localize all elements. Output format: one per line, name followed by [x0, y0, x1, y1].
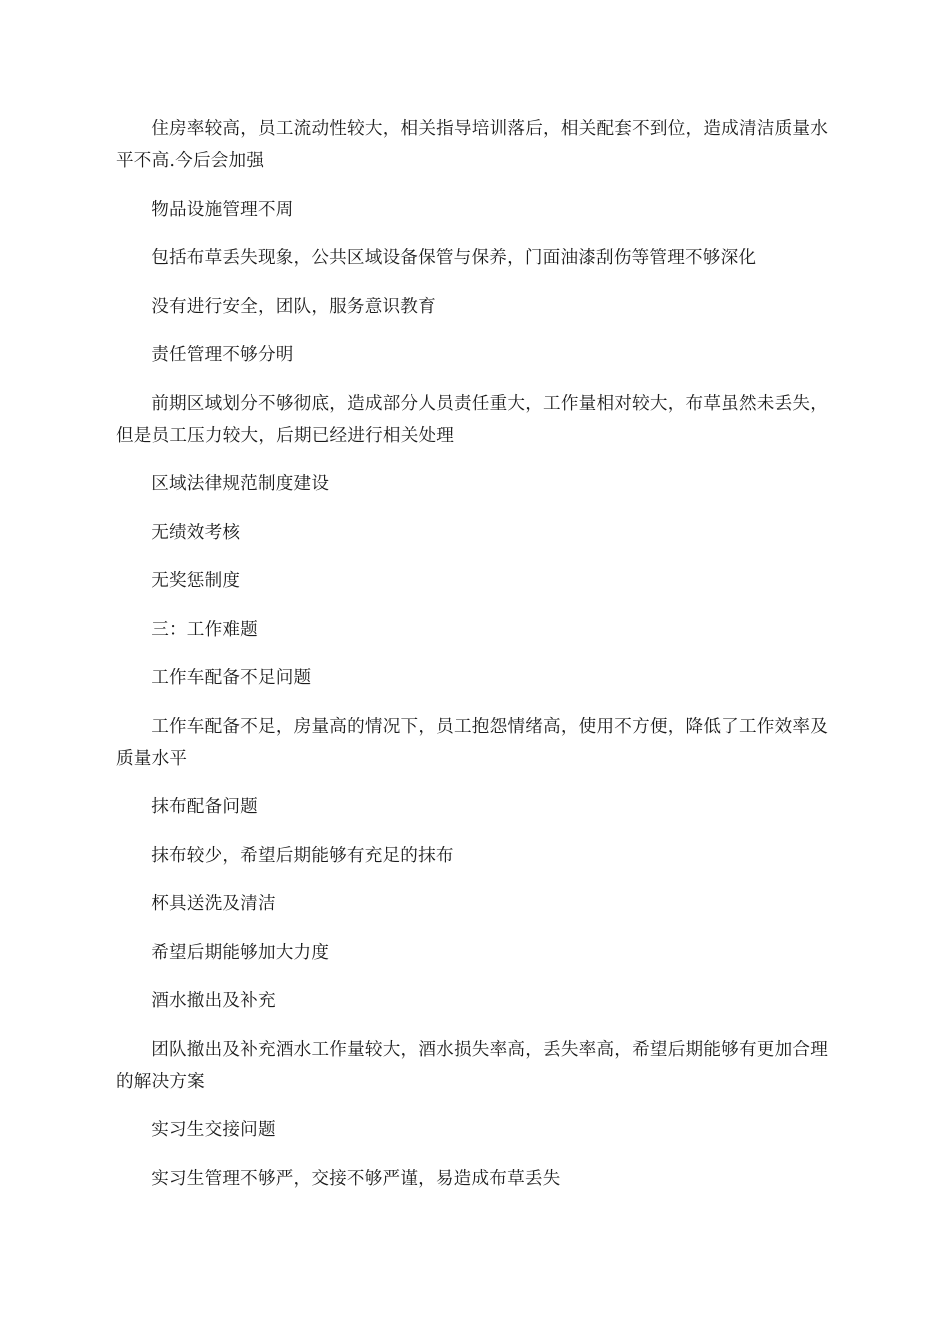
paragraph-responsibility-details: 前期区域划分不够彻底，造成部分人员责任重大，工作量相对较大，布草虽然未丢失，但是员工压力较大，后期已经进行相关处理 — [116, 393, 828, 446]
heading-rag-supply: 抹布配备问题 — [151, 797, 258, 817]
heading-work-cart: 工作车配备不足问题 — [151, 668, 312, 688]
heading-facility-management: 物品设施管理不周 — [151, 199, 294, 220]
paragraph-cleaning-quality: 住房率较高，员工流动性较大，相关指导培训落后，相关配套不到位，造成清洁质量水平不高.今后会加强 — [116, 119, 828, 171]
paragraph-work-cart-details: 工作车配备不足，房量高的情况下，员工抱怨情绪高，使用不方便，降低了工作效率及质量水平 — [116, 716, 828, 769]
paragraph-drinks-details: 团队撤出及补充酒水工作量较大，酒水损失率高，丢失率高，希望后期能够有更加合理的解决方案 — [116, 1039, 828, 1092]
heading-cup-cleaning: 杯具送洗及清洁 — [151, 894, 276, 914]
paragraph-no-assessment: 无绩效考核 — [151, 522, 241, 543]
paragraph-no-reward-system: 无奖惩制度 — [151, 571, 241, 591]
document-body — [116, 113, 828, 1211]
heading-drinks-restock: 酒水撤出及补充 — [151, 991, 276, 1011]
paragraph-safety-education: 没有进行安全，团队，服务意识教育 — [151, 296, 436, 317]
paragraph-intern-details: 实习生管理不够严，交接不够严谨，易造成布草丢失 — [151, 1168, 561, 1189]
paragraph-facility-details: 包括布草丢失现象，公共区域设备保管与保养，门面油漆刮伤等管理不够深化 — [151, 248, 757, 268]
paragraph-rag-details: 抹布较少，希望后期能够有充足的抹布 — [151, 845, 454, 866]
heading-responsibility: 责任管理不够分明 — [151, 345, 294, 365]
section-heading-work-problems: 三：工作难题 — [151, 619, 258, 640]
heading-intern-handover: 实习生交接问题 — [151, 1120, 276, 1140]
heading-regulation: 区域法律规范制度建设 — [151, 474, 330, 494]
paragraph-cup-details: 希望后期能够加大力度 — [151, 942, 330, 963]
